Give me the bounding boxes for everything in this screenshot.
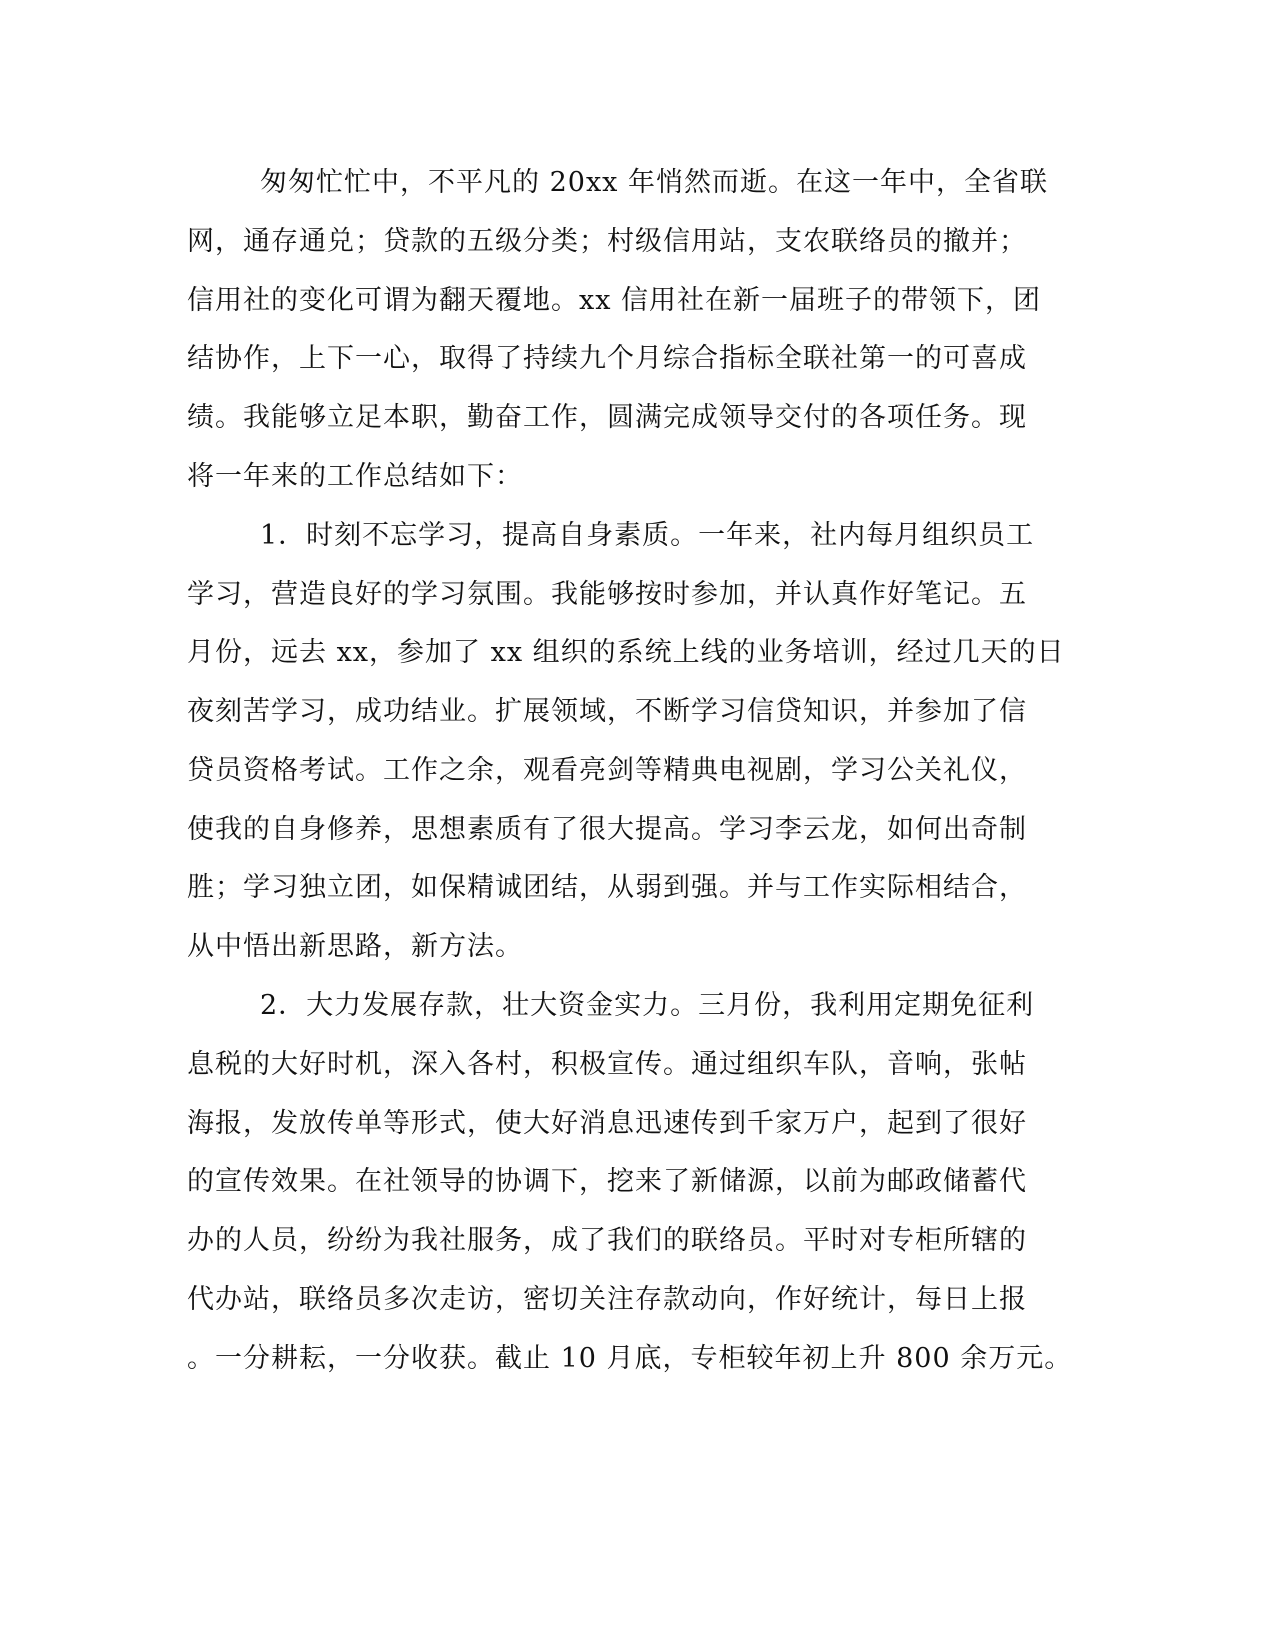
paragraph-item1-line: 夜刻苦学习，成功结业。扩展领域，不断学习信贷知识，并参加了信 xyxy=(187,696,1027,727)
paragraph-item2-line: 办的人员，纷纷为我社服务，成了我们的联络员。平时对专柜所辖的 xyxy=(187,1225,1027,1256)
paragraph-intro-line: 将一年来的工作总结如下： xyxy=(187,461,523,492)
paragraph-intro-line: 结协作，上下一心，取得了持续九个月综合指标全联社第一的可喜成 xyxy=(187,343,1027,374)
paragraph-intro-line: 信用社的变化可谓为翻天覆地。xx 信用社在新一届班子的带领下，团 xyxy=(187,285,1042,316)
paragraph-item1-line: 贷员资格考试。工作之余，观看亮剑等精典电视剧，学习公关礼仪， xyxy=(187,755,1027,786)
paragraph-item1-line: 从中悟出新思路，新方法。 xyxy=(187,931,523,962)
paragraph-item2-line: 2．大力发展存款，壮大资金实力。三月份，我利用定期免征利 xyxy=(260,990,1035,1021)
paragraph-intro-line: 网，通存通兑；贷款的五级分类；村级信用站，支农联络员的撤并； xyxy=(187,226,1027,257)
paragraph-item1-line: 月份，远去 xx，参加了 xx 组织的系统上线的业务培训，经过几天的日 xyxy=(187,637,1065,668)
paragraph-item2-line: 的宣传效果。在社领导的协调下，挖来了新储源，以前为邮政储蓄代 xyxy=(187,1166,1027,1197)
paragraph-item2-line: 息税的大好时机，深入各村，积极宣传。通过组织车队，音响，张帖 xyxy=(187,1049,1027,1080)
paragraph-item2-line: 。一分耕耘，一分收获。截止 10 月底，专柜较年初上升 800 余万元。 xyxy=(187,1343,1073,1374)
paragraph-item2-line: 海报，发放传单等形式，使大好消息迅速传到千家万户，起到了很好 xyxy=(187,1108,1027,1139)
paragraph-item2-line: 代办站，联络员多次走访，密切关注存款动向，作好统计，每日上报 xyxy=(187,1284,1027,1315)
paragraph-item1-line: 学习，营造良好的学习氛围。我能够按时参加，并认真作好笔记。五 xyxy=(187,579,1027,610)
paragraph-item1-line: 1．时刻不忘学习，提高自身素质。一年来，社内每月组织员工 xyxy=(260,520,1035,551)
paragraph-intro-line: 绩。我能够立足本职，勤奋工作，圆满完成领导交付的各项任务。现 xyxy=(187,402,1027,433)
paragraph-item1-line: 使我的自身修养，思想素质有了很大提高。学习李云龙，如何出奇制 xyxy=(187,814,1027,845)
paragraph-item1-line: 胜；学习独立团，如保精诚团结，从弱到强。并与工作实际相结合， xyxy=(187,872,1027,903)
paragraph-intro-line: 匆匆忙忙中，不平凡的 20xx 年悄然而逝。在这一年中，全省联 xyxy=(260,167,1048,198)
